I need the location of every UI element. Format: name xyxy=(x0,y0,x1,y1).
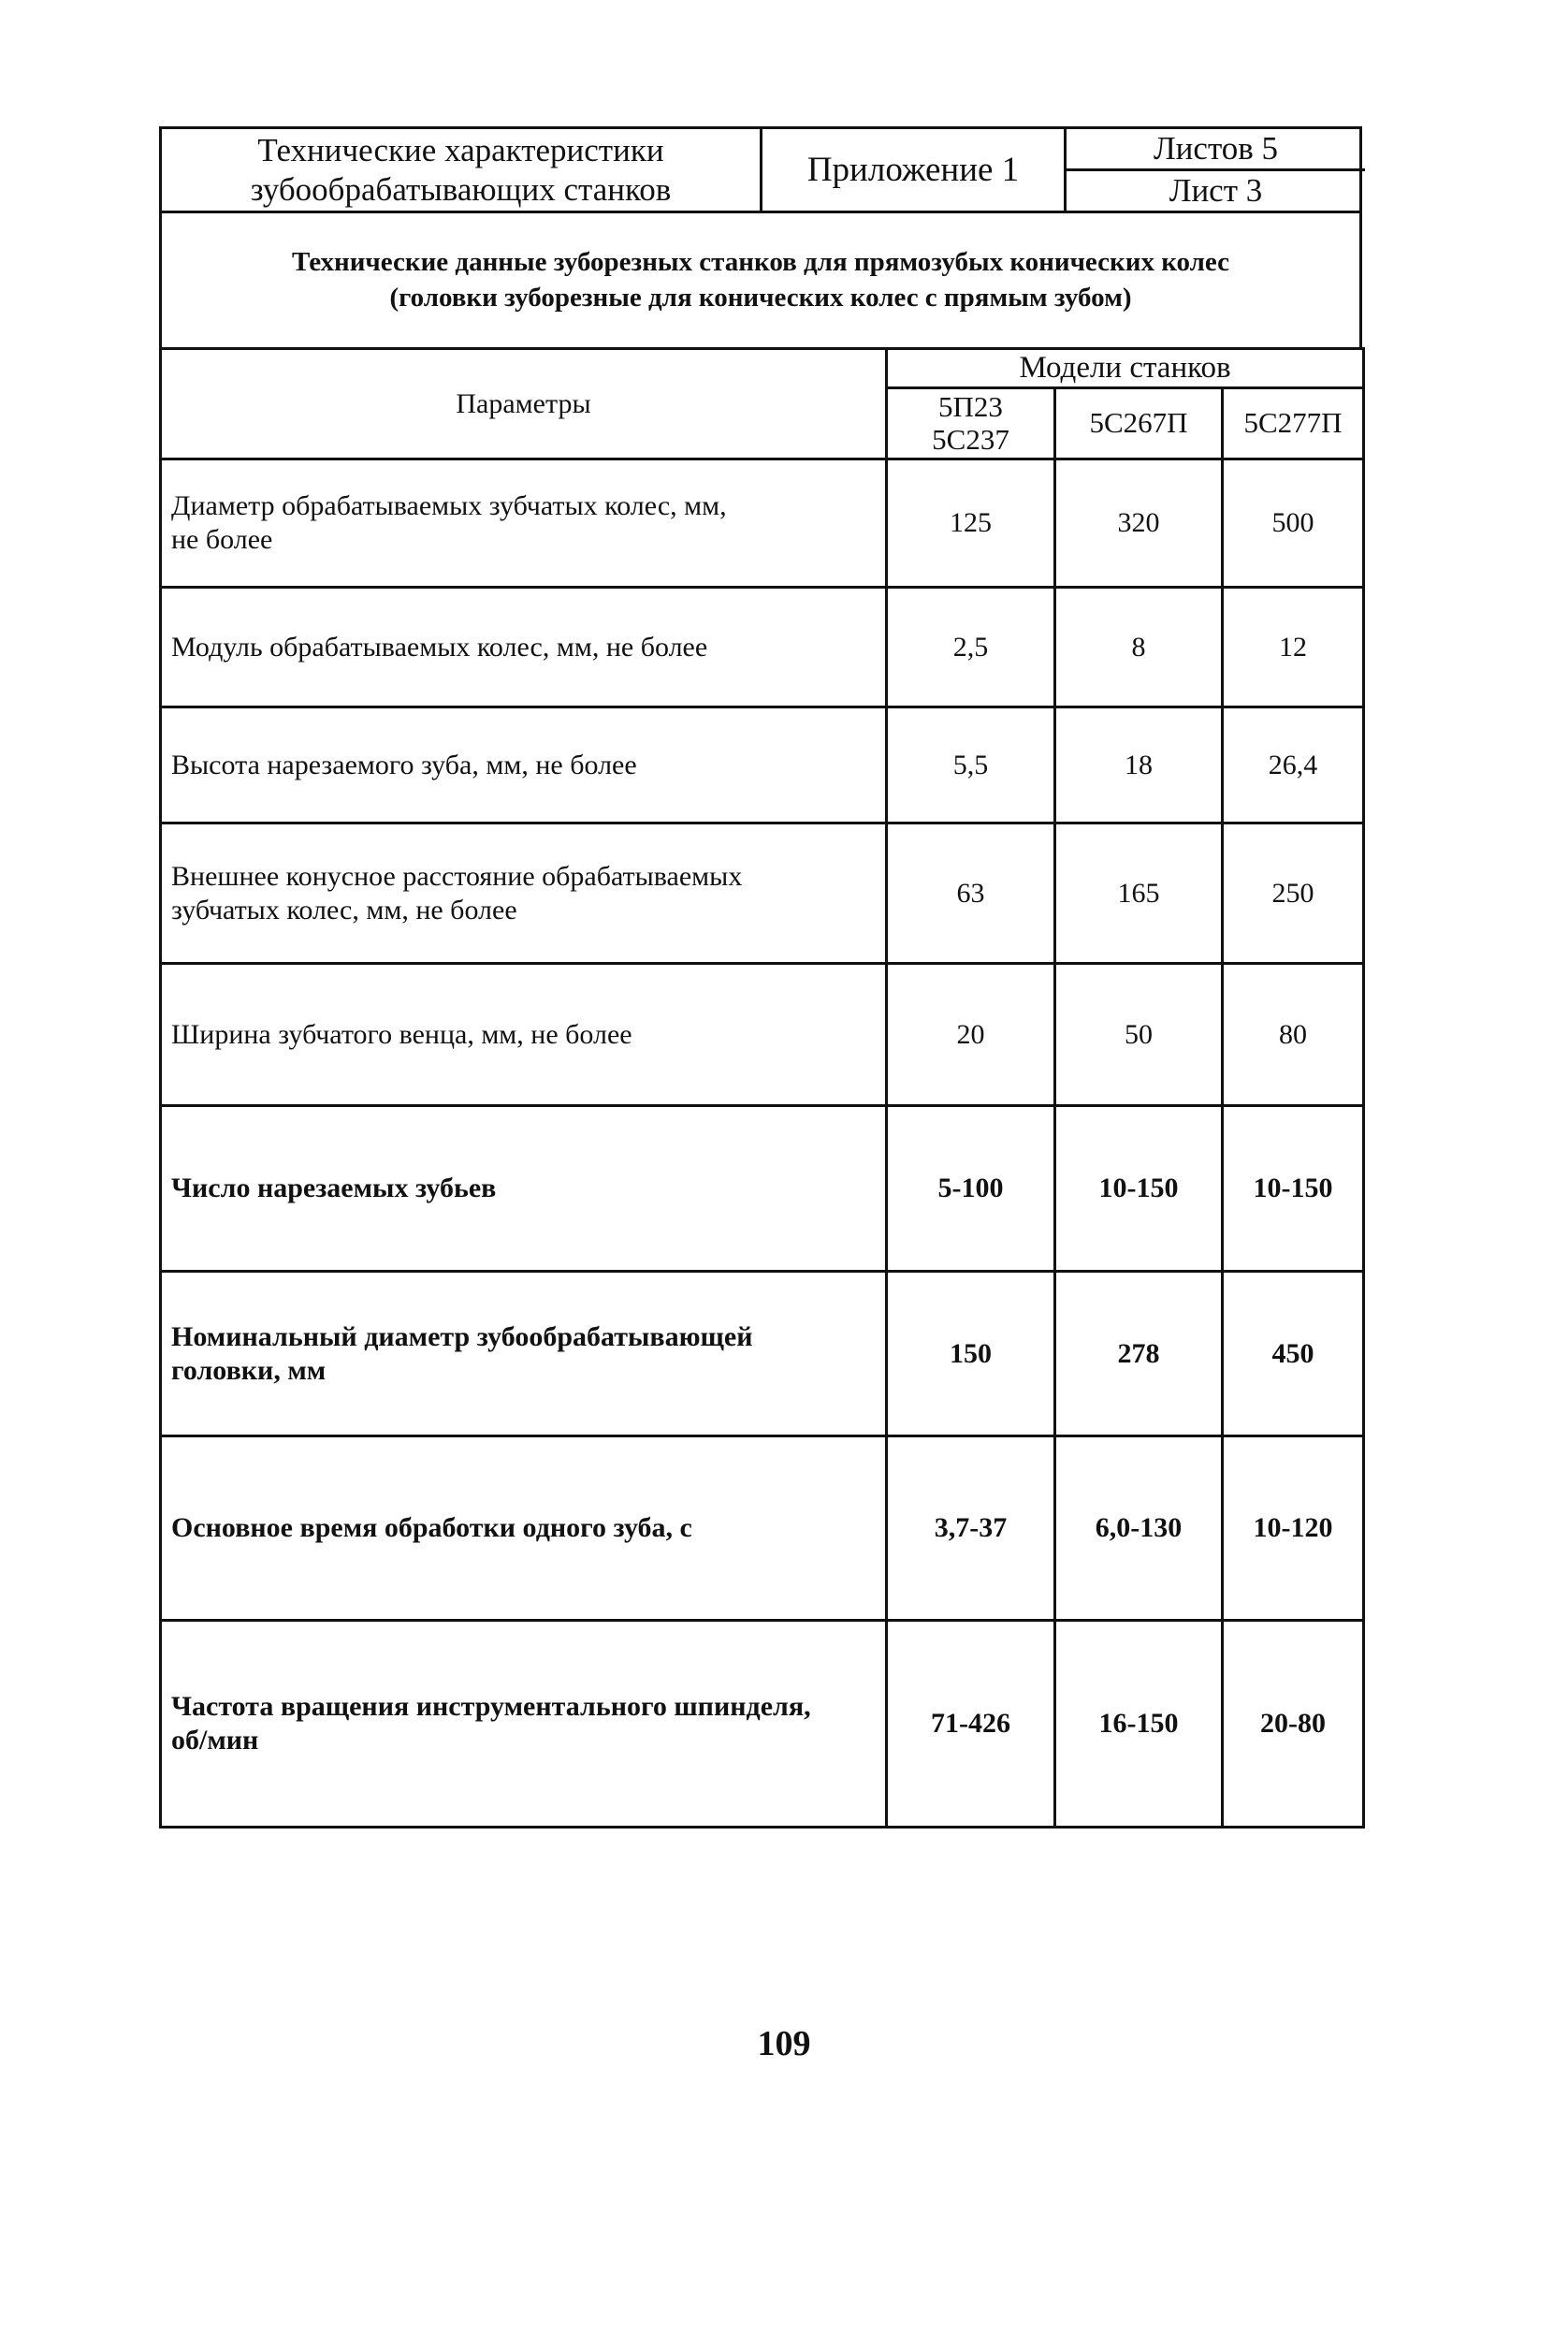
param-cell xyxy=(161,459,887,588)
table-row xyxy=(161,1621,1364,1828)
param-cell: Модуль обрабатываемых колес, мм, не более xyxy=(161,588,887,707)
sheets-total: Листов 5 xyxy=(1067,129,1365,171)
value-cell: 320 xyxy=(1055,459,1223,588)
param-cell xyxy=(161,1272,887,1436)
value-cell: 16-150 xyxy=(1055,1621,1223,1828)
title-line-1: Технические характеристики xyxy=(257,131,664,168)
param-line: Номинальный диаметр зубообрабатывающей xyxy=(171,1320,753,1352)
param-cell xyxy=(161,823,887,964)
model-name: 5С237 xyxy=(932,422,1009,456)
table-row xyxy=(161,823,1364,964)
value-cell: 18 xyxy=(1055,707,1223,823)
value-cell: 50 xyxy=(1055,964,1223,1106)
value-cell: 26,4 xyxy=(1223,707,1364,823)
value-cell: 5,5 xyxy=(887,707,1055,823)
value-cell: 165 xyxy=(1055,823,1223,964)
value-cell: 10-150 xyxy=(1055,1106,1223,1272)
table-caption xyxy=(159,213,1362,347)
param-line: Частота вращения инструментального шпинделя, xyxy=(171,1691,811,1722)
value-cell: 80 xyxy=(1223,964,1364,1106)
caption-line-1: Технические данные зуборезных станков для прямозубых конических колес xyxy=(291,246,1230,277)
table-row xyxy=(161,964,1364,1106)
param-cell: Высота нарезаемого зуба, мм, не более xyxy=(161,707,887,823)
table-row xyxy=(161,459,1364,588)
table-row xyxy=(161,588,1364,707)
value-cell: 3,7-37 xyxy=(887,1436,1055,1621)
value-cell: 2,5 xyxy=(887,588,1055,707)
param-line: не более xyxy=(171,524,273,555)
param-cell: Ширина зубчатого венца, мм, не более xyxy=(161,964,887,1106)
model-header: 5С267П xyxy=(1055,388,1223,459)
value-cell: 250 xyxy=(1223,823,1364,964)
specs-table xyxy=(159,347,1365,1829)
document-sheet xyxy=(159,126,1362,1829)
model-header: 5С277П xyxy=(1223,388,1364,459)
param-cell xyxy=(161,1621,887,1828)
value-cell: 10-150 xyxy=(1223,1106,1364,1272)
value-cell: 20 xyxy=(887,964,1055,1106)
table-row xyxy=(161,707,1364,823)
value-cell: 12 xyxy=(1223,588,1364,707)
value-cell: 20-80 xyxy=(1223,1621,1364,1828)
table-row xyxy=(161,1272,1364,1436)
document-title xyxy=(162,129,762,211)
param-line: об/мин xyxy=(171,1725,259,1756)
sheet-info xyxy=(1067,129,1365,211)
model-name: 5П23 xyxy=(938,390,1003,424)
table-row xyxy=(161,1106,1364,1272)
value-cell: 278 xyxy=(1055,1272,1223,1436)
param-column-header: Параметры xyxy=(161,349,887,459)
table-row xyxy=(161,1436,1364,1621)
param-line: головки, мм xyxy=(171,1354,327,1386)
value-cell: 125 xyxy=(887,459,1055,588)
value-cell: 6,0-130 xyxy=(1055,1436,1223,1621)
param-line: Внешнее конусное расстояние обрабатываемых xyxy=(171,860,743,892)
appendix-label: Приложение 1 xyxy=(762,129,1067,211)
sheet-current: Лист 3 xyxy=(1169,172,1263,209)
value-cell: 71-426 xyxy=(887,1621,1055,1828)
models-group-header: Модели станков xyxy=(887,349,1364,388)
model-header xyxy=(887,388,1055,459)
param-line: Диаметр обрабатываемых зубчатых колес, мм, xyxy=(171,490,727,521)
title-block xyxy=(159,126,1362,213)
value-cell: 5-100 xyxy=(887,1106,1055,1272)
page-number: 109 xyxy=(757,2024,811,2063)
param-line: зубчатых колес, мм, не более xyxy=(171,894,517,925)
param-cell: Основное время обработки одного зуба, с xyxy=(161,1436,887,1621)
value-cell: 450 xyxy=(1223,1272,1364,1436)
value-cell: 150 xyxy=(887,1272,1055,1436)
param-cell: Число нарезаемых зубьев xyxy=(161,1106,887,1272)
caption-line-2: (головки зуборезные для конических колес с прямым зубом) xyxy=(389,282,1132,313)
value-cell: 8 xyxy=(1055,588,1223,707)
value-cell: 63 xyxy=(887,823,1055,964)
title-line-2: зубообрабатывающих станков xyxy=(250,170,672,208)
value-cell: 500 xyxy=(1223,459,1364,588)
value-cell: 10-120 xyxy=(1223,1436,1364,1621)
